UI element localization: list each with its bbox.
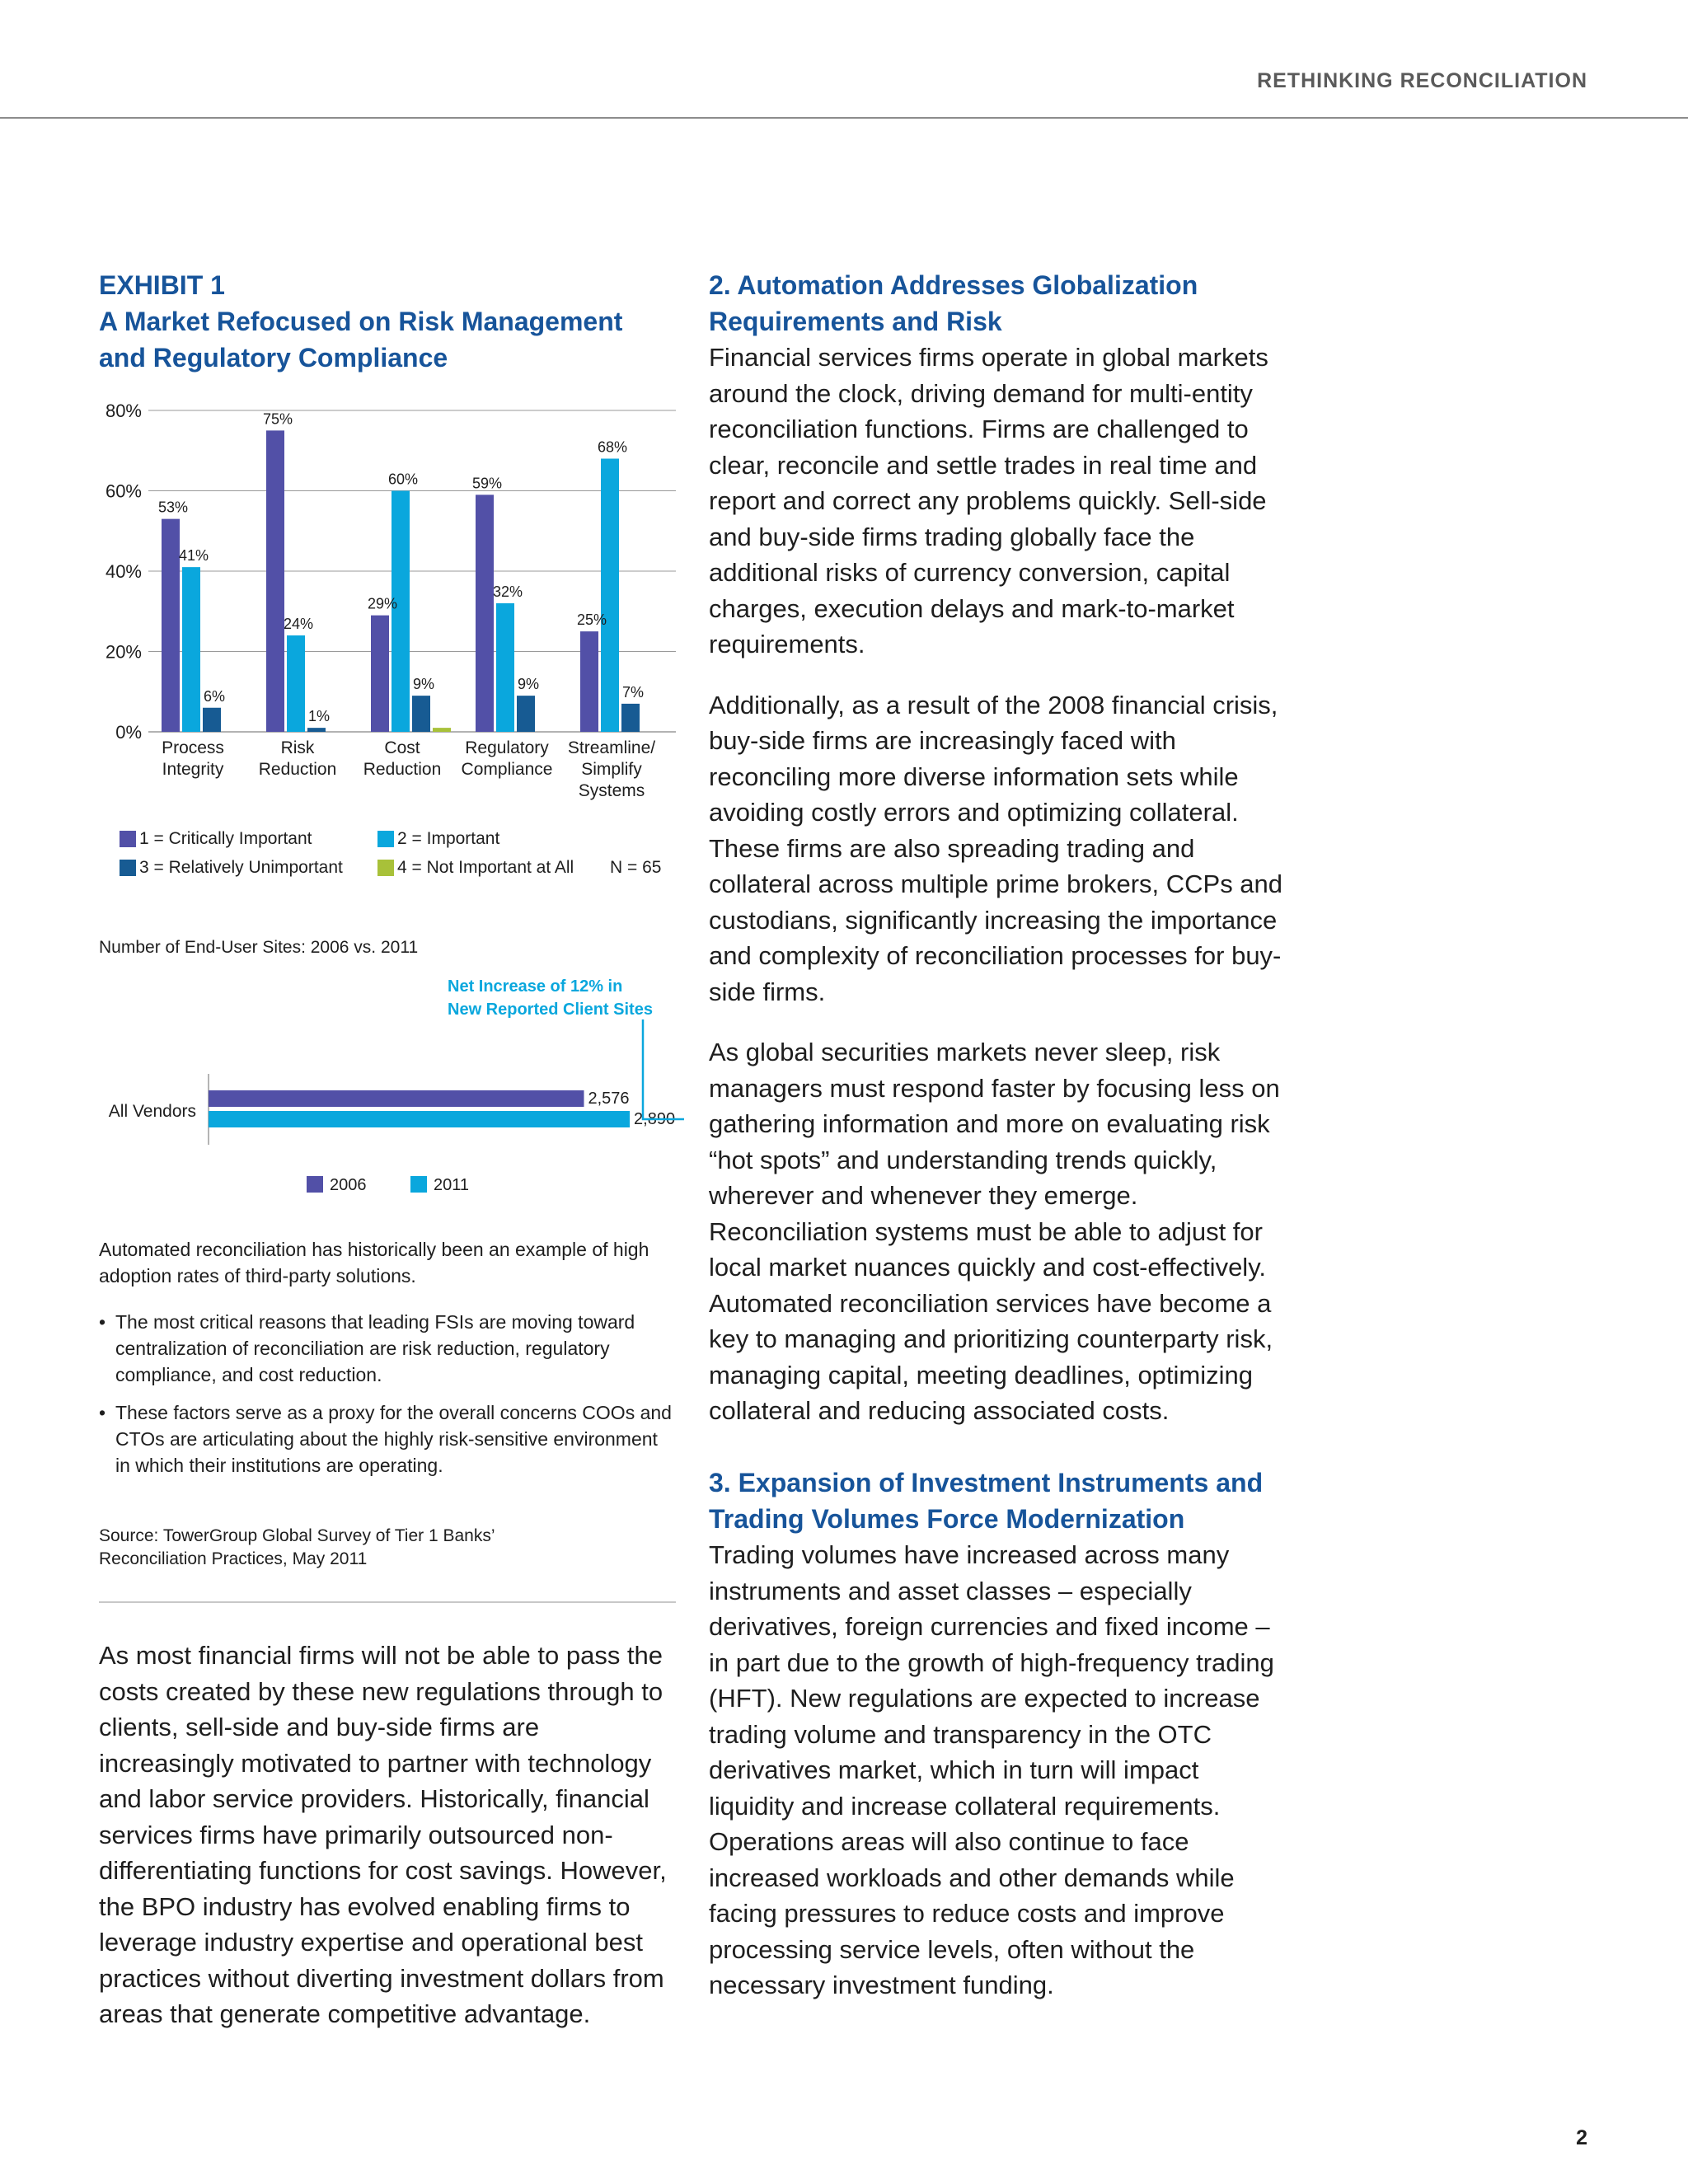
section-3-heading-line-1: 3. Expansion of Investment Instruments and xyxy=(709,1468,1264,1497)
bar-value-label: 53% xyxy=(157,499,189,516)
bar-value-label: 41% xyxy=(178,547,209,565)
x-category-label: Systems xyxy=(578,781,645,800)
x-category-label: Reduction xyxy=(363,760,442,779)
x-category-label: Integrity xyxy=(162,760,224,779)
y-tick-label: 0% xyxy=(115,722,142,743)
section-2-paragraph: Additionally, as a result of the 2008 financial crisis, buy-side firms are increasingly faced with reconciling more diverse information sets while avoiding costly errors and optimizing collateral. These firms are also spreading trading and collateral across multiple prime brokers, CCPs and custodians, significantly increasing the importance and complexity of reconciliation processes for buy-side firms. xyxy=(709,690,1283,1006)
bar-value-label: 7% xyxy=(621,683,645,701)
bar-critically-important xyxy=(162,519,180,732)
exhibit-header xyxy=(99,267,676,376)
notes-bullet: • The most critical reasons that leading FSIs are moving toward centralization of reconciliation are risk reduction, regulatory compliance, and cost reduction. xyxy=(99,1309,676,1388)
x-category-label: Simplify xyxy=(581,760,642,779)
x-category-label: Streamline/ xyxy=(567,738,656,757)
source-note xyxy=(99,1525,495,1571)
bar-value-label: 75% xyxy=(262,410,293,428)
bar-critically-important xyxy=(266,430,284,732)
bar-value-label: 59% xyxy=(471,475,503,492)
legend-swatch xyxy=(120,860,136,876)
bar-critically-important xyxy=(371,616,389,732)
running-head: RETHINKING RECONCILIATION xyxy=(1257,69,1587,92)
x-category-label: Cost xyxy=(384,738,420,757)
section-3-heading-line-2: Trading Volumes Force Modernization xyxy=(709,1504,1185,1534)
exhibit-notes xyxy=(99,1236,676,1490)
callout-text-line-1: Net Increase of 12% in xyxy=(448,977,623,996)
bar-value-label: 29% xyxy=(367,595,398,612)
legend-label: 1 = Critically Important xyxy=(139,829,312,848)
bar-value-label: 2,890 xyxy=(634,1110,676,1128)
y-tick-label: 40% xyxy=(105,561,142,582)
exhibit-title-line-1: A Market Refocused on Risk Management xyxy=(99,307,623,336)
legend-swatch xyxy=(120,831,136,847)
sites-chart-title: Number of End-User Sites: 2006 vs. 2011 xyxy=(99,938,419,957)
section-2 xyxy=(709,267,1290,1454)
bar-relatively-unimportant xyxy=(517,696,535,732)
sample-size-note: N = 65 xyxy=(610,858,662,877)
bar-value-label: 24% xyxy=(283,616,314,632)
legend-swatch-2006 xyxy=(307,1176,323,1193)
bar-value-label: 68% xyxy=(597,438,628,456)
importance-bar-chart xyxy=(91,396,684,816)
exhibit-title-line-2: and Regulatory Compliance xyxy=(99,343,448,373)
section-2-heading-line-1: 2. Automation Addresses Globalization xyxy=(709,270,1198,300)
x-category-label: Process xyxy=(162,738,224,757)
bar-not-important xyxy=(433,728,451,732)
y-tick-label: 20% xyxy=(105,641,142,663)
category-label: All Vendors xyxy=(108,1102,196,1121)
legend-label: 2 = Important xyxy=(397,829,500,848)
left-body-paragraph: As most financial firms will not be able to pass the costs created by these new regulations through to clients, sell-side and buy-side firms are increasingly motivated to partner with technology and labor service providers. Historically, financial services firms have primarily outsourced non-differentiating functions for cost savings. However, the BPO industry has evolved enabling firms to leverage industry expertise and operational best practices without diverting investment dollars from areas that generate competitive advantage. xyxy=(99,1641,667,2028)
legend-item-not-important xyxy=(377,858,574,878)
legend-label: 4 = Not Important at All xyxy=(397,858,574,877)
y-tick-label: 80% xyxy=(105,401,142,421)
legend-item-relatively-unimportant xyxy=(120,858,343,878)
header-rule xyxy=(0,117,1688,119)
page-number: 2 xyxy=(1576,2126,1587,2149)
source-line-1: Source: TowerGroup Global Survey of Tier 1 Banks’ xyxy=(99,1526,495,1545)
end-user-sites-chart xyxy=(91,968,684,1207)
source-line-2: Reconciliation Practices, May 2011 xyxy=(99,1549,368,1568)
legend-item-critically-important xyxy=(120,829,312,849)
bar-critically-important xyxy=(476,494,494,732)
bar-important xyxy=(601,459,619,733)
bar-value-label: 1% xyxy=(307,708,331,725)
bar-value-label: 6% xyxy=(203,687,226,705)
bar-important xyxy=(496,603,514,732)
legend-label-2006: 2006 xyxy=(330,1176,367,1194)
bar-critically-important xyxy=(580,631,598,732)
bar-value-label: 60% xyxy=(387,471,419,488)
section-3 xyxy=(709,1465,1290,2028)
legend-swatch xyxy=(377,831,394,847)
bar-relatively-unimportant xyxy=(412,696,430,732)
exhibit-label: EXHIBIT 1 xyxy=(99,270,225,300)
bar-value-label: 9% xyxy=(517,676,540,693)
notes-bullet: • These factors serve as a proxy for the overall concerns COOs and CTOs are articulating about the highly risk-sensitive environment in which their institutions are operating. xyxy=(99,1399,676,1479)
callout-text-line-2: New Reported Client Sites xyxy=(448,1001,653,1019)
x-category-label: Reduction xyxy=(258,760,337,779)
legend-item-important xyxy=(377,829,499,849)
bar-value-label: 9% xyxy=(412,676,435,693)
bar-value-label: 32% xyxy=(492,583,523,600)
bar-value-label: 2,576 xyxy=(588,1090,630,1108)
bar-value-label: 25% xyxy=(576,612,607,629)
legend-label: 3 = Relatively Unimportant xyxy=(139,858,343,877)
legend-swatch-2011 xyxy=(410,1176,427,1193)
section-2-paragraph: As global securities markets never sleep, risk managers must respond faster by focusing less on gathering information and more on evaluating risk “hot spots” and understanding trends quickly, wherever and whenever they emerge. Reconciliation systems must be able to adjust for local market nuances quickly and cost-effectively. Automated reconciliation services have become a key to managing and prioritizing counterparty risk, managing capital, meeting deadlines, optimizing collateral and reducing associated costs. xyxy=(709,1038,1280,1425)
section-3-paragraph: Trading volumes have increased across many instruments and asset classes – especially derivatives, foreign currencies and fixed income – in part due to the growth of high-frequency trading (HFT). New regulations are expected to increase trading volume and transparency in the OTC derivatives market, which in turn will impact liquidity and increase collateral requirements. Operations areas will also continue to face increased workloads and other demands while facing pressures to reduce costs and improve processing service levels, often without the necessary investment funding. xyxy=(709,1540,1274,1999)
bar-relatively-unimportant xyxy=(621,704,640,732)
notes-bullet-list xyxy=(99,1309,676,1479)
bar-2011 xyxy=(209,1111,630,1127)
bar-important xyxy=(182,567,200,732)
x-category-label: Risk xyxy=(280,738,315,757)
legend-label-2011: 2011 xyxy=(434,1176,470,1194)
bar-relatively-unimportant xyxy=(307,728,326,732)
bar-relatively-unimportant xyxy=(203,708,221,732)
callout-arrow-line xyxy=(643,1019,684,1119)
section-2-paragraph: Financial services firms operate in global markets around the clock, driving demand for multi-entity reconciliation functions. Firms are challenged to clear, reconcile and settle trades in real time and report and correct any problems quickly. Sell-side and buy-side firms trading globally face the additional risks of currency conversion, capital charges, execution delays and mark-to-market requirements. xyxy=(709,343,1268,658)
notes-intro: Automated reconciliation has historically been an example of high adoption rates of third-party solutions. xyxy=(99,1239,649,1286)
y-tick-label: 60% xyxy=(105,480,142,502)
legend-swatch xyxy=(377,860,394,876)
bar-2006 xyxy=(209,1090,584,1107)
x-category-label: Compliance xyxy=(461,760,553,779)
bar-important xyxy=(287,635,305,732)
x-category-label: Regulatory xyxy=(465,738,549,757)
exhibit-divider xyxy=(99,1601,676,1603)
section-2-heading-line-2: Requirements and Risk xyxy=(709,307,1002,336)
